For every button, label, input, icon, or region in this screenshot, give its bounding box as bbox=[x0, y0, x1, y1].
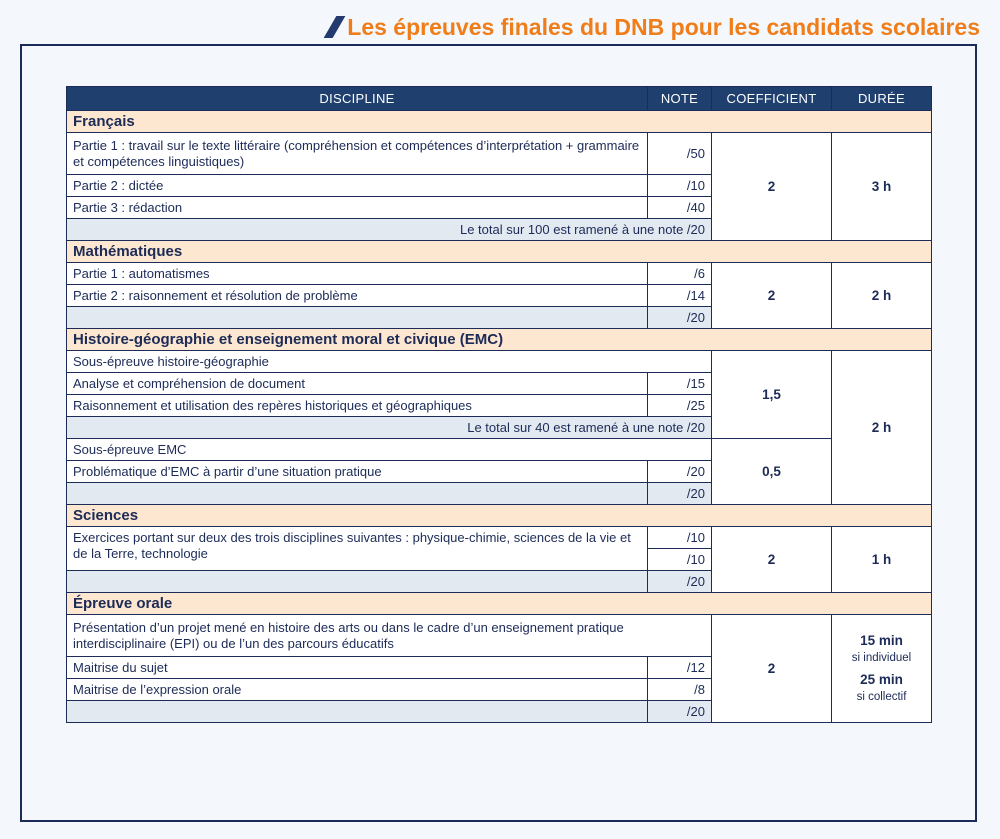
section-title-sciences: Sciences bbox=[67, 505, 932, 527]
cell-label: Maitrise de l’expression orale bbox=[67, 679, 648, 701]
section-row bbox=[67, 241, 932, 263]
table-row bbox=[67, 439, 932, 461]
cell-total-note: /20 bbox=[648, 483, 712, 505]
cell-subheading: Sous-épreuve histoire-géographie bbox=[67, 351, 712, 373]
cell-total-empty bbox=[67, 307, 648, 329]
cell-duree bbox=[832, 615, 932, 723]
duree-collectif-value: 25 min bbox=[860, 671, 903, 687]
cell-total-empty bbox=[67, 483, 648, 505]
cell-note: /8 bbox=[648, 679, 712, 701]
cell-label: Présentation d’un projet mené en histoire des arts ou dans le cadre d’un enseignement pratique interdisciplinaire (EPI) ou de l’un des parcours éducatifs bbox=[67, 615, 712, 657]
cell-total-empty bbox=[67, 571, 648, 593]
cell-coefficient: 2 bbox=[712, 263, 832, 329]
cell-coefficient: 2 bbox=[712, 133, 832, 241]
cell-coefficient: 0,5 bbox=[712, 439, 832, 505]
table-row bbox=[67, 351, 932, 373]
cell-note: /50 bbox=[648, 133, 712, 175]
duree-collectif-label: si collectif bbox=[856, 690, 907, 703]
cell-duree: 2 h bbox=[832, 351, 932, 505]
cell-label: Partie 2 : raisonnement et résolution de problème bbox=[67, 285, 648, 307]
table-row bbox=[67, 615, 932, 657]
cell-note: /40 bbox=[648, 197, 712, 219]
cell-label: Raisonnement et utilisation des repères historiques et géographiques bbox=[67, 395, 648, 417]
cell-total-empty bbox=[67, 701, 648, 723]
cell-coefficient: 2 bbox=[712, 527, 832, 593]
page-title-wrap bbox=[330, 10, 980, 44]
cell-note: /10 bbox=[648, 549, 712, 571]
cell-total-note: /20 bbox=[648, 701, 712, 723]
cell-label: Problématique d’EMC à partir d’une situation pratique bbox=[67, 461, 648, 483]
table-row bbox=[67, 133, 932, 175]
cell-note: /10 bbox=[648, 527, 712, 549]
duree-individuel-label: si individuel bbox=[851, 651, 912, 664]
page-title: Les épreuves finales du DNB pour les candidats scolaires bbox=[347, 13, 980, 40]
cell-total-note: /20 bbox=[648, 307, 712, 329]
duree-individuel-value: 15 min bbox=[860, 632, 903, 648]
header-note: NOTE bbox=[648, 87, 712, 111]
section-row bbox=[67, 505, 932, 527]
cell-label: Maitrise du sujet bbox=[67, 657, 648, 679]
duree-collectif bbox=[838, 672, 925, 705]
cell-label: Partie 1 : travail sur le texte littéraire (compréhension et compétences d’interprétation + grammaire et compétences linguistiques) bbox=[67, 133, 648, 175]
duree-individuel bbox=[838, 633, 925, 666]
cell-total-note: /20 bbox=[648, 571, 712, 593]
section-title-oral: Épreuve orale bbox=[67, 593, 932, 615]
section-row bbox=[67, 329, 932, 351]
cell-label: Partie 1 : automatismes bbox=[67, 263, 648, 285]
table-row bbox=[67, 527, 932, 549]
slash-icon bbox=[324, 16, 346, 38]
section-title-maths: Mathématiques bbox=[67, 241, 932, 263]
cell-coefficient: 2 bbox=[712, 615, 832, 723]
cell-label: Exercices portant sur deux des trois disciplines suivantes : physique-chimie, sciences de la vie et de la Terre, technologie bbox=[67, 527, 648, 571]
cell-total: Le total sur 40 est ramené à une note /20 bbox=[67, 417, 712, 439]
cell-label: Analyse et compréhension de document bbox=[67, 373, 648, 395]
header-coefficient: COEFFICIENT bbox=[712, 87, 832, 111]
dnb-table bbox=[66, 86, 932, 723]
cell-label: Partie 3 : rédaction bbox=[67, 197, 648, 219]
cell-note: /14 bbox=[648, 285, 712, 307]
cell-note: /20 bbox=[648, 461, 712, 483]
cell-coefficient: 1,5 bbox=[712, 351, 832, 439]
section-row bbox=[67, 593, 932, 615]
cell-total: Le total sur 100 est ramené à une note /20 bbox=[67, 219, 712, 241]
cell-note: /10 bbox=[648, 175, 712, 197]
cell-note: /15 bbox=[648, 373, 712, 395]
header-discipline: DISCIPLINE bbox=[67, 87, 648, 111]
cell-label: Partie 2 : dictée bbox=[67, 175, 648, 197]
header-duree: DURÉE bbox=[832, 87, 932, 111]
section-title-histgeo: Histoire-géographie et enseignement moral et civique (EMC) bbox=[67, 329, 932, 351]
cell-note: /12 bbox=[648, 657, 712, 679]
table-row bbox=[67, 263, 932, 285]
header-row bbox=[67, 87, 932, 111]
cell-note: /25 bbox=[648, 395, 712, 417]
cell-subheading: Sous-épreuve EMC bbox=[67, 439, 712, 461]
cell-duree: 2 h bbox=[832, 263, 932, 329]
cell-note: /6 bbox=[648, 263, 712, 285]
section-title-francais: Français bbox=[67, 111, 932, 133]
cell-duree: 3 h bbox=[832, 133, 932, 241]
cell-duree: 1 h bbox=[832, 527, 932, 593]
section-row bbox=[67, 111, 932, 133]
